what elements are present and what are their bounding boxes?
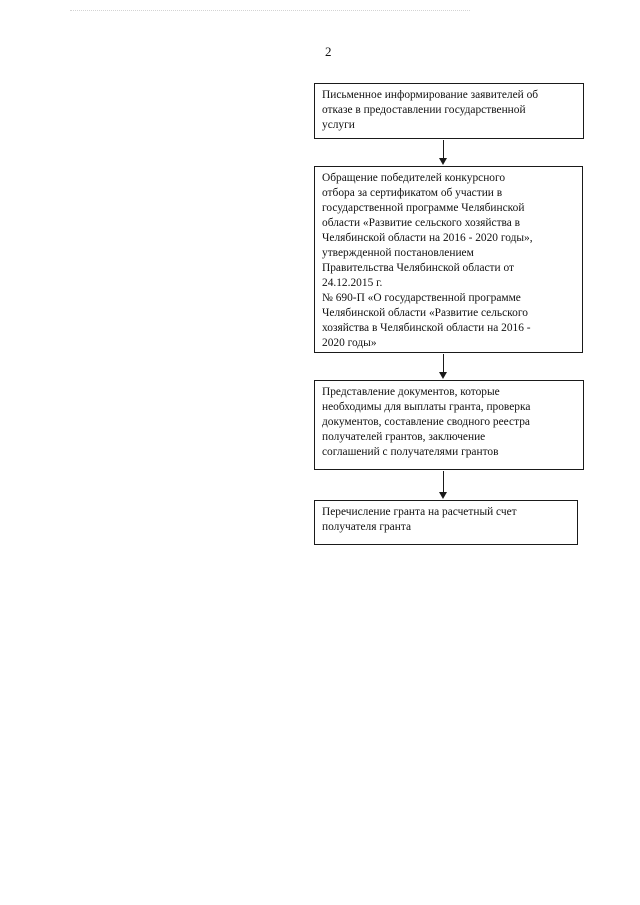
flow-step-written-refusal-notice: Письменное информирование заявителей об отказе в предоставлении государственной услуги [314, 83, 584, 139]
flow-connector-3 [443, 471, 444, 493]
flow-step-grant-transfer: Перечисление гранта на расчетный счет получателя гранта [314, 500, 578, 545]
arrow-down-icon [439, 492, 447, 499]
arrow-down-icon [439, 372, 447, 379]
flow-connector-1 [443, 140, 444, 159]
flow-step-document-submission: Представление документов, которые необходимы для выплаты гранта, проверка документов, составление сводного реестра получателей грантов, заключение соглашений с получателями грантов [314, 380, 584, 470]
arrow-down-icon [439, 158, 447, 165]
scan-noise-line [70, 10, 470, 12]
flow-step-certificate-application: Обращение победителей конкурсного отбора за сертификатом об участии в государственной программе Челябинской области «Развитие сельского хозяйства в Челябинской области на 2016 - 2020 годы», утвержденной постановлением Правительства Челябинской области от 24.12.2015 г. № 690-П «О государственной программе Челябинской области «Развитие сельского хозяйства в Челябинской области на 2016 - 2020 годы» [314, 166, 583, 353]
flow-connector-2 [443, 354, 444, 373]
page-number: 2 [325, 44, 332, 59]
